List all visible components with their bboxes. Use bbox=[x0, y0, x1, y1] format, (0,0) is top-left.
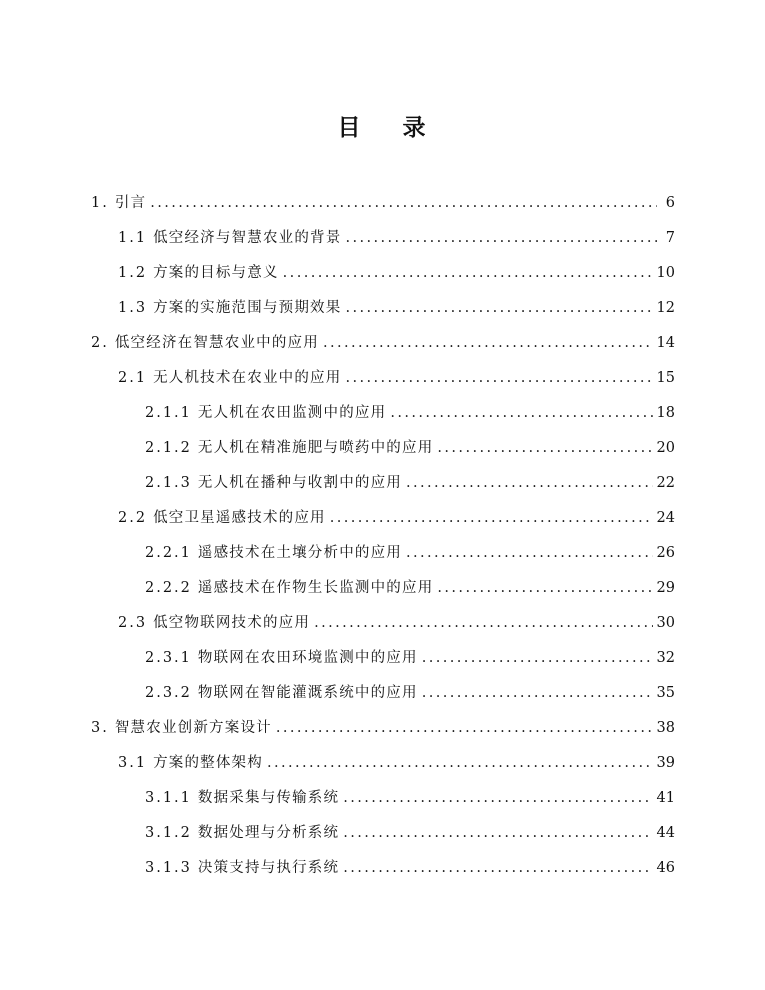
toc-dot-leader bbox=[330, 503, 653, 533]
toc-entry-number: 3. bbox=[91, 720, 109, 736]
toc-entry-page-number: 39 bbox=[656, 755, 675, 771]
toc-entry[interactable] bbox=[145, 398, 675, 428]
toc-entry-title: 无人机技术在农业中的应用 bbox=[153, 370, 342, 386]
toc-dot-leader bbox=[267, 748, 653, 778]
toc-entry-title: 物联网在智能灌溉系统中的应用 bbox=[197, 685, 418, 701]
toc-entry-number: 2.1.2 bbox=[145, 440, 192, 456]
toc-entry[interactable] bbox=[145, 468, 675, 498]
toc-entry-number: 3.1.3 bbox=[145, 860, 192, 876]
toc-dot-leader bbox=[343, 818, 652, 848]
toc-entry-page-number: 26 bbox=[656, 545, 675, 561]
toc-entry[interactable] bbox=[91, 713, 675, 743]
toc-entry-page-number: 6 bbox=[665, 195, 675, 211]
toc-dot-leader bbox=[345, 363, 652, 393]
toc-entry-title: 遥感技术在土壤分析中的应用 bbox=[197, 545, 403, 561]
toc-entry-number: 2.1.1 bbox=[145, 405, 192, 421]
toc-entry[interactable] bbox=[118, 258, 675, 288]
toc-entry-title: 数据采集与传输系统 bbox=[197, 790, 340, 806]
toc-entry-title: 方案的整体架构 bbox=[153, 755, 263, 771]
toc-entry[interactable] bbox=[118, 223, 675, 253]
toc-entry-title: 数据处理与分析系统 bbox=[197, 825, 340, 841]
toc-entry[interactable] bbox=[118, 293, 675, 323]
toc-entry-page-number: 44 bbox=[656, 825, 675, 841]
toc-entry-title: 智慧农业创新方案设计 bbox=[114, 720, 272, 736]
toc-dot-leader bbox=[323, 328, 653, 358]
toc-entry-page-number: 30 bbox=[656, 615, 675, 631]
toc-entry-number: 2.1 bbox=[118, 370, 148, 386]
toc-entry-title: 方案的目标与意义 bbox=[153, 265, 279, 281]
page-title bbox=[0, 113, 765, 143]
toc-dot-leader bbox=[345, 293, 652, 323]
toc-entry-title: 决策支持与执行系统 bbox=[197, 860, 340, 876]
toc-dot-leader bbox=[314, 608, 652, 638]
toc-entry[interactable] bbox=[91, 188, 675, 218]
toc-entry-title: 低空卫星遥感技术的应用 bbox=[153, 510, 326, 526]
toc-entry-number: 1.3 bbox=[118, 300, 148, 316]
toc-entry-page-number: 7 bbox=[665, 230, 675, 246]
toc-entry-number: 3.1.2 bbox=[145, 825, 192, 841]
toc-entry[interactable] bbox=[118, 748, 675, 778]
toc-entry-page-number: 22 bbox=[656, 475, 675, 491]
page-title-part2: 录 bbox=[402, 115, 428, 141]
toc-entry-number: 1.1 bbox=[118, 230, 148, 246]
toc-entry-title: 遥感技术在作物生长监测中的应用 bbox=[197, 580, 434, 596]
toc-entry-page-number: 24 bbox=[656, 510, 675, 526]
toc-entry-number: 2.2.2 bbox=[145, 580, 192, 596]
toc-entry[interactable] bbox=[145, 433, 675, 463]
toc-entry-number: 2.1.3 bbox=[145, 475, 192, 491]
toc-entry-number: 2.2 bbox=[118, 510, 148, 526]
toc-entry[interactable] bbox=[145, 538, 675, 568]
toc-entry[interactable] bbox=[145, 853, 675, 883]
toc-entry-title: 无人机在播种与收割中的应用 bbox=[197, 475, 403, 491]
toc-entry-page-number: 10 bbox=[656, 265, 675, 281]
toc-entry-page-number: 46 bbox=[656, 860, 675, 876]
toc-entry[interactable] bbox=[118, 363, 675, 393]
toc-entry-title: 引言 bbox=[114, 195, 147, 211]
toc-entry-number: 3.1.1 bbox=[145, 790, 192, 806]
toc-dot-leader bbox=[283, 258, 653, 288]
toc-entry[interactable] bbox=[145, 643, 675, 673]
toc-entry-number: 1.2 bbox=[118, 265, 148, 281]
toc-entry-number: 1. bbox=[91, 195, 109, 211]
toc-dot-leader bbox=[276, 713, 653, 743]
toc-dot-leader bbox=[406, 468, 653, 498]
toc-entry-title: 物联网在农田环境监测中的应用 bbox=[197, 650, 418, 666]
toc-dot-leader bbox=[437, 433, 652, 463]
toc-dot-leader bbox=[422, 643, 653, 673]
toc-dot-leader bbox=[345, 223, 657, 253]
toc-entry-title: 无人机在农田监测中的应用 bbox=[197, 405, 387, 421]
toc-entry-page-number: 20 bbox=[656, 440, 675, 456]
toc-entry[interactable] bbox=[118, 608, 675, 638]
toc-entry-number: 3.1 bbox=[118, 755, 148, 771]
toc-entry-number: 2.2.1 bbox=[145, 545, 192, 561]
toc-dot-leader bbox=[437, 573, 652, 603]
toc-entry-page-number: 12 bbox=[656, 300, 675, 316]
toc-entry-number: 2. bbox=[91, 335, 109, 351]
toc-dot-leader bbox=[343, 783, 652, 813]
toc-entry-title: 低空经济与智慧农业的背景 bbox=[153, 230, 342, 246]
toc-entry-title: 低空物联网技术的应用 bbox=[153, 615, 311, 631]
toc-dot-leader bbox=[390, 398, 652, 428]
page-title-part1: 目 bbox=[337, 115, 363, 141]
toc-entry-page-number: 32 bbox=[656, 650, 675, 666]
toc-entry[interactable] bbox=[91, 328, 675, 358]
toc-entry[interactable] bbox=[145, 678, 675, 708]
toc-entry-page-number: 35 bbox=[656, 685, 675, 701]
toc-entry[interactable] bbox=[145, 783, 675, 813]
toc-dot-leader bbox=[406, 538, 653, 568]
toc-entry-title: 低空经济在智慧农业中的应用 bbox=[114, 335, 319, 351]
toc-dot-leader bbox=[343, 853, 652, 883]
toc-entry-page-number: 14 bbox=[656, 335, 675, 351]
toc-entry-page-number: 38 bbox=[656, 720, 675, 736]
toc-entry-page-number: 18 bbox=[656, 405, 675, 421]
toc-entry-number: 2.3.2 bbox=[145, 685, 192, 701]
toc-entry-number: 2.3.1 bbox=[145, 650, 192, 666]
toc-entry-number: 2.3 bbox=[118, 615, 148, 631]
toc-entry-page-number: 41 bbox=[656, 790, 675, 806]
toc-entry[interactable] bbox=[118, 503, 675, 533]
toc-entry-title: 方案的实施范围与预期效果 bbox=[153, 300, 342, 316]
toc-entry-page-number: 29 bbox=[656, 580, 675, 596]
toc-dot-leader bbox=[150, 188, 657, 218]
toc-entry-page-number: 15 bbox=[656, 370, 675, 386]
toc-entry[interactable] bbox=[145, 818, 675, 848]
toc-dot-leader bbox=[422, 678, 653, 708]
toc-entry-title: 无人机在精准施肥与喷药中的应用 bbox=[197, 440, 434, 456]
toc-entry[interactable] bbox=[145, 573, 675, 603]
